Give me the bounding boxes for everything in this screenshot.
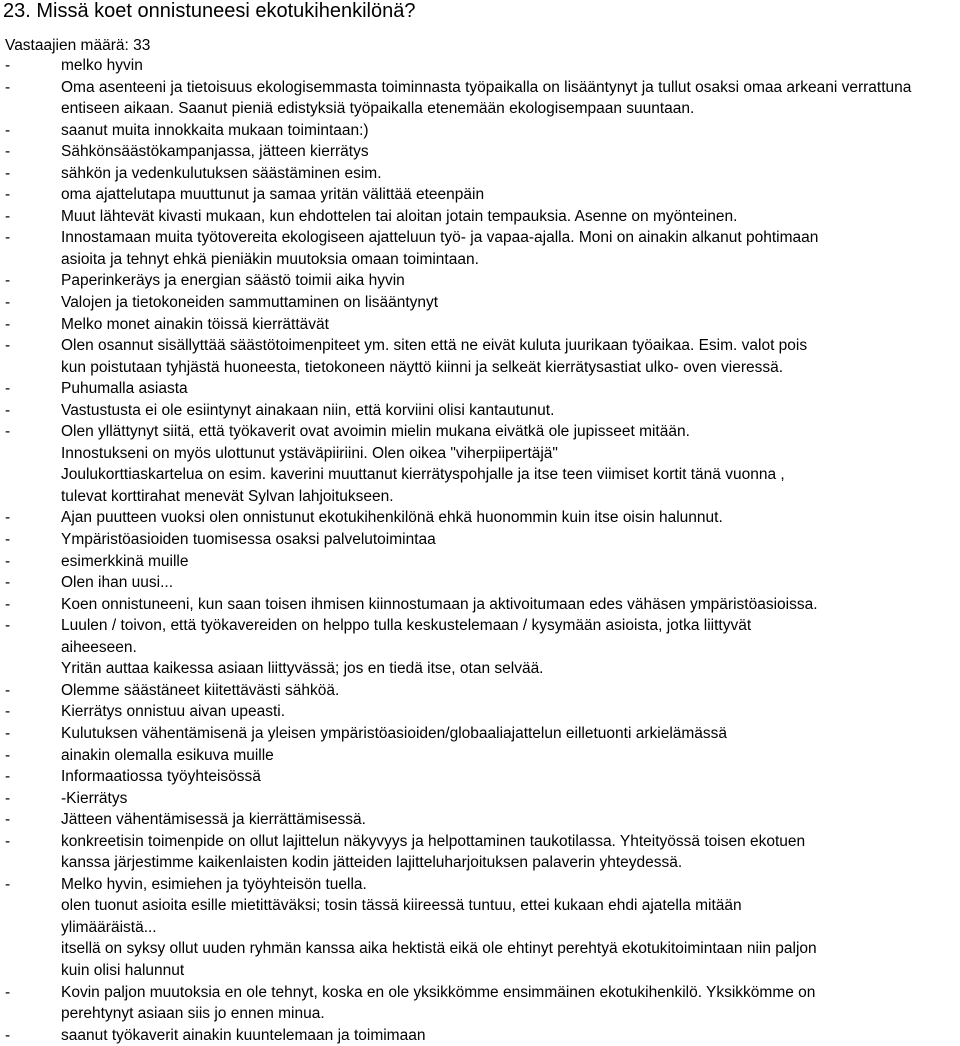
answer-text: -Kierrätys — [61, 789, 128, 807]
answer-text: Olemme säästäneet kiitettävästi sähköä. — [61, 681, 340, 699]
answer-text: Puhumalla asiasta — [61, 380, 188, 398]
bullet-dash: - — [5, 1026, 11, 1044]
bullet-dash: - — [5, 78, 11, 96]
answer-line — [0, 723, 960, 745]
bullet-dash: - — [5, 121, 11, 139]
respondent-count: Vastaajien määrä: 33 — [5, 37, 151, 54]
answer-text: saanut muita innokkaita mukaan toimintaan:) — [61, 121, 369, 139]
answer-text: Joulukorttiaskartelua on esim. kaverini muuttanut kierrätyspohjalle ja itse teen viimiset kortit tänä vuonna , — [61, 466, 785, 484]
answer-line — [0, 486, 960, 508]
answer-line — [0, 314, 960, 336]
answer-list — [0, 55, 960, 1046]
answer-line — [0, 938, 960, 960]
bullet-dash: - — [5, 746, 11, 764]
answer-text: Koen onnistuneeni, kun saan toisen ihmisen kiinnostumaan ja aktivoitumaan edes vähäsen ympäristöasioissa. — [61, 595, 818, 613]
answer-line — [0, 77, 960, 99]
bullet-dash: - — [5, 531, 11, 549]
answer-line — [0, 184, 960, 206]
answer-line — [0, 141, 960, 163]
answer-line — [0, 572, 960, 594]
answer-text: Olen ihan uusi... — [61, 574, 174, 592]
bullet-dash: - — [5, 983, 11, 1001]
answer-text: konkreetisin toimenpide on ollut lajittelun näkyvyys ja helpottaminen taukotilassa. Yhteityössä toisen ekotuen — [61, 832, 806, 850]
bullet-dash: - — [5, 681, 11, 699]
bullet-dash: - — [5, 552, 11, 570]
answer-text: Ajan puutteen vuoksi olen onnistunut ekotukihenkilönä ehkä huonommin kuin itse oisin halunnut. — [61, 509, 723, 527]
answer-text: oma ajattelutapa muuttunut ja samaa yritän välittää eteenpäin — [61, 186, 485, 204]
bullet-dash: - — [5, 229, 11, 247]
answer-text: Melko hyvin, esimiehen ja työyhteisön tuella. — [61, 875, 367, 893]
answer-text: Kierrätys onnistuu aivan upeasti. — [61, 703, 286, 721]
answer-text: Luulen / toivon, että työkavereiden on helppo tulla keskustelemaan / kysymään asioista, jotka liittyvät — [61, 617, 752, 635]
answer-text: Sähkönsäästökampanjassa, jätteen kierrätys — [61, 143, 369, 161]
answer-text: Ympäristöasioiden tuomisessa osaksi palvelutoimintaa — [61, 531, 436, 549]
answer-text: olen tuonut asioita esille mietittäväksi; tosin tässä kiireessä tuntuu, ettei kukaan ehdi ajatella mitään — [61, 897, 742, 915]
answer-line — [0, 788, 960, 810]
answer-text: aiheeseen. — [61, 638, 137, 656]
answer-text: Innostamaan muita työtovereita ekologiseen ajatteluun työ- ja vapaa-ajalla. Moni on ainakin alkanut pohtimaan — [61, 229, 819, 247]
answer-line — [0, 701, 960, 723]
answer-line — [0, 292, 960, 314]
answer-text: entiseen aikaan. Saanut pieniä edistyksiä työpaikalla etenemään ekologisempaan suuntaan. — [61, 100, 695, 118]
bullet-dash: - — [5, 574, 11, 592]
answer-text: sähkön ja vedenkulutuksen säästäminen esim. — [61, 164, 382, 182]
bullet-dash: - — [5, 789, 11, 807]
answer-text: tulevat korttirahat menevät Sylvan lahjoitukseen. — [61, 487, 394, 505]
answer-line — [0, 615, 960, 637]
bullet-dash: - — [5, 272, 11, 290]
bullet-dash: - — [5, 768, 11, 786]
question-title: 23. Missä koet onnistuneesi ekotukihenkilönä? — [3, 0, 416, 22]
answer-line — [0, 658, 960, 680]
answer-text: Kulutuksen vähentämisenä ja yleisen ympäristöasioiden/globaaliajattelun eilletuonti arkielämässä — [61, 724, 728, 742]
answer-line — [0, 852, 960, 874]
answer-text: itsellä on syksy ollut uuden ryhmän kanssa aika hektistä eikä ole ehtinyt perehtyä ekotukitoimintaan niin paljon — [61, 940, 817, 958]
answer-line — [0, 982, 960, 1004]
answer-line — [0, 637, 960, 659]
answer-text: Olen yllättynyt siitä, että työkaverit ovat avoimin mielin mukana eivätkä ole jupisseet mitään. — [61, 423, 690, 441]
bullet-dash: - — [5, 380, 11, 398]
answer-line — [0, 270, 960, 292]
answer-line — [0, 809, 960, 831]
answer-text: Kovin paljon muutoksia en ole tehnyt, koska en ole yksikkömme ensimmäinen ekotukihenkilö. Yksikkömme on — [61, 983, 816, 1001]
answer-text: ylimääräistä... — [61, 918, 157, 936]
answer-line — [0, 895, 960, 917]
answer-text: ainakin olemalla esikuva muille — [61, 746, 274, 764]
bullet-dash: - — [5, 811, 11, 829]
answer-line — [0, 594, 960, 616]
answer-line — [0, 529, 960, 551]
answer-line — [0, 960, 960, 982]
answer-line — [0, 680, 960, 702]
answer-line — [0, 1003, 960, 1025]
bullet-dash: - — [5, 57, 11, 74]
answer-text: Valojen ja tietokoneiden sammuttaminen on lisääntynyt — [61, 294, 439, 312]
answer-line — [0, 766, 960, 788]
bullet-dash: - — [5, 315, 11, 333]
answer-line — [0, 464, 960, 486]
answer-line — [0, 55, 960, 77]
answer-text: Melko monet ainakin töissä kierrättävät — [61, 315, 329, 333]
answer-line — [0, 357, 960, 379]
bullet-dash: - — [5, 401, 11, 419]
answer-line — [0, 163, 960, 185]
answer-line — [0, 745, 960, 767]
bullet-dash: - — [5, 164, 11, 182]
bullet-dash: - — [5, 423, 11, 441]
answer-text: asioita ja tehnyt ehkä pieniäkin muutoksia omaan toimintaan. — [61, 250, 479, 268]
answer-text: kanssa järjestimme kaikenlaisten kodin jätteiden lajitteluharjoituksen palaverin yhteydessä. — [61, 854, 683, 872]
answer-line — [0, 206, 960, 228]
answer-line — [0, 551, 960, 573]
answer-line — [0, 227, 960, 249]
bullet-dash: - — [5, 143, 11, 161]
bullet-dash: - — [5, 617, 11, 635]
answer-line — [0, 120, 960, 142]
answer-text: perehtynyt asiaan siis jo ennen minua. — [61, 1005, 325, 1023]
answer-text: Yritän auttaa kaikessa asiaan liittyvässä; jos en tiedä itse, otan selvää. — [61, 660, 544, 678]
bullet-dash: - — [5, 294, 11, 312]
answer-text: kun poistutaan tyhjästä huoneesta, tietokoneen näyttö kiinni ja selkeät kierrätysastiat ulko- oven vieressä. — [61, 358, 784, 376]
answer-text: melko hyvin — [61, 57, 143, 74]
bullet-dash: - — [5, 207, 11, 225]
bullet-dash: - — [5, 703, 11, 721]
answer-text: Olen osannut sisällyttää säästötoimenpiteet ym. siten että ne eivät kuluta juurikaan työaikaa. Esim. valot pois — [61, 337, 808, 355]
answer-line — [0, 335, 960, 357]
answer-text: kuin olisi halunnut — [61, 961, 185, 979]
bullet-dash: - — [5, 875, 11, 893]
answer-text: Paperinkeräys ja energian säästö toimii aika hyvin — [61, 272, 405, 290]
answer-text: Informaatiossa työyhteisössä — [61, 768, 261, 786]
bullet-dash: - — [5, 724, 11, 742]
bullet-dash: - — [5, 509, 11, 527]
answer-line — [0, 917, 960, 939]
answer-line — [0, 831, 960, 853]
answer-line — [0, 98, 960, 120]
answer-line — [0, 378, 960, 400]
answer-line — [0, 443, 960, 465]
answer-line — [0, 1025, 960, 1046]
answer-line — [0, 400, 960, 422]
answer-text: Innostukseni on myös ulottunut ystäväpiiriini. Olen oikea "viherpiipertäjä" — [61, 444, 558, 462]
bullet-dash: - — [5, 186, 11, 204]
answer-text: saanut työkaverit ainakin kuuntelemaan ja toimimaan — [61, 1026, 426, 1044]
answer-line — [0, 507, 960, 529]
bullet-dash: - — [5, 832, 11, 850]
answer-text: esimerkkinä muille — [61, 552, 189, 570]
answer-text: Muut lähtevät kivasti mukaan, kun ehdottelen tai aloitan jotain tempauksia. Asenne on myönteinen. — [61, 207, 738, 225]
answer-line — [0, 874, 960, 896]
bullet-dash: - — [5, 595, 11, 613]
answer-line — [0, 249, 960, 271]
answer-text: Oma asenteeni ja tietoisuus ekologisemmasta toiminnasta työpaikalla on lisääntynyt ja tullut osaksi omaa arkeani verrattuna — [61, 78, 912, 96]
answer-text: Jätteen vähentämisessä ja kierrättämisessä. — [61, 811, 366, 829]
answer-line — [0, 421, 960, 443]
answer-text: Vastustusta ei ole esiintynyt ainakaan niin, että korviini olisi kantautunut. — [61, 401, 555, 419]
bullet-dash: - — [5, 337, 11, 355]
